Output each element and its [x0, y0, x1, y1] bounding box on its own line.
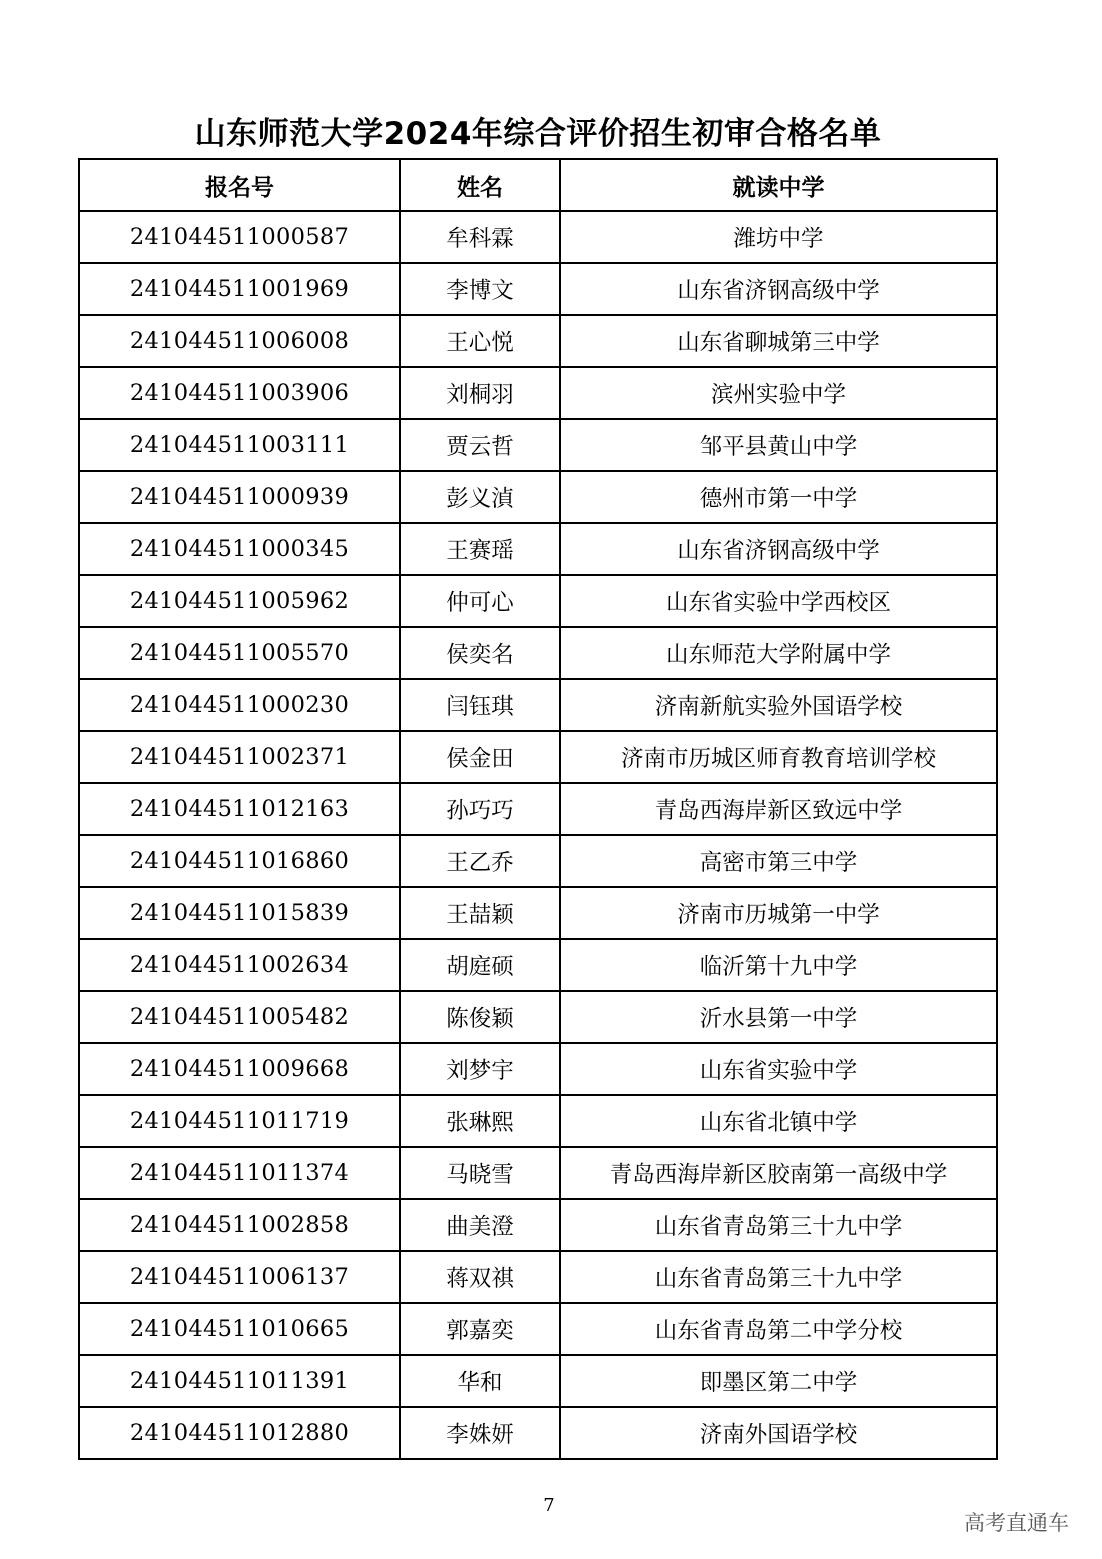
cell-registration-number: 241044511009668 [79, 1043, 400, 1095]
cell-registration-number: 241044511012163 [79, 783, 400, 835]
cell-school-name: 山东省青岛第三十九中学 [560, 1251, 997, 1303]
watermark-text: 高考直通车 [964, 1511, 1069, 1535]
cell-school-name: 高密市第三中学 [560, 835, 997, 887]
cell-school-name: 潍坊中学 [560, 211, 997, 263]
cell-school-name: 济南市历城区师育教育培训学校 [560, 731, 997, 783]
cell-school-name: 邹平县黄山中学 [560, 419, 997, 471]
table-row [79, 679, 997, 731]
cell-student-name: 仲可心 [400, 575, 560, 627]
cell-student-name: 曲美澄 [400, 1199, 560, 1251]
cell-registration-number: 241044511006137 [79, 1251, 400, 1303]
cell-registration-number: 241044511000587 [79, 211, 400, 263]
cell-registration-number: 241044511011391 [79, 1355, 400, 1407]
table-row [79, 1199, 997, 1251]
cell-registration-number: 241044511005962 [79, 575, 400, 627]
table-row [79, 939, 997, 991]
cell-registration-number: 241044511000345 [79, 523, 400, 575]
cell-student-name: 胡庭硕 [400, 939, 560, 991]
table-row [79, 523, 997, 575]
cell-school-name: 山东省青岛第二中学分校 [560, 1303, 997, 1355]
cell-student-name: 李博文 [400, 263, 560, 315]
table-body [79, 211, 997, 1459]
cell-student-name: 王心悦 [400, 315, 560, 367]
cell-school-name: 山东师范大学附属中学 [560, 627, 997, 679]
table-header-row [79, 159, 997, 211]
table-row [79, 1251, 997, 1303]
cell-school-name: 济南新航实验外国语学校 [560, 679, 997, 731]
cell-registration-number: 241044511000230 [79, 679, 400, 731]
cell-registration-number: 241044511005570 [79, 627, 400, 679]
cell-student-name: 彭义湞 [400, 471, 560, 523]
cell-school-name: 即墨区第二中学 [560, 1355, 997, 1407]
cell-student-name: 李姝妍 [400, 1407, 560, 1459]
cell-school-name: 山东省实验中学西校区 [560, 575, 997, 627]
table-row [79, 263, 997, 315]
cell-registration-number: 241044511012880 [79, 1407, 400, 1459]
table-row [79, 1043, 997, 1095]
table-row [79, 783, 997, 835]
table-row [79, 419, 997, 471]
cell-school-name: 济南外国语学校 [560, 1407, 997, 1459]
cell-registration-number: 241044511016860 [79, 835, 400, 887]
cell-registration-number: 241044511003111 [79, 419, 400, 471]
cell-student-name: 张琳熙 [400, 1095, 560, 1147]
table-row [79, 1095, 997, 1147]
cell-school-name: 德州市第一中学 [560, 471, 997, 523]
cell-student-name: 王乙乔 [400, 835, 560, 887]
cell-registration-number: 241044511010665 [79, 1303, 400, 1355]
cell-student-name: 孙巧巧 [400, 783, 560, 835]
cell-registration-number: 241044511002858 [79, 1199, 400, 1251]
cell-student-name: 贾云哲 [400, 419, 560, 471]
cell-school-name: 山东省济钢高级中学 [560, 523, 997, 575]
cell-student-name: 侯奕名 [400, 627, 560, 679]
cell-registration-number: 241044511002634 [79, 939, 400, 991]
cell-school-name: 济南市历城第一中学 [560, 887, 997, 939]
cell-registration-number: 241044511006008 [79, 315, 400, 367]
table-row [79, 471, 997, 523]
table-row [79, 991, 997, 1043]
cell-school-name: 临沂第十九中学 [560, 939, 997, 991]
column-header-id: 报名号 [79, 159, 400, 211]
cell-student-name: 陈俊颖 [400, 991, 560, 1043]
column-header-school: 就读中学 [560, 159, 997, 211]
cell-registration-number: 241044511002371 [79, 731, 400, 783]
table-row [79, 627, 997, 679]
cell-student-name: 刘桐羽 [400, 367, 560, 419]
cell-registration-number: 241044511011719 [79, 1095, 400, 1147]
cell-school-name: 滨州实验中学 [560, 367, 997, 419]
table-row [79, 367, 997, 419]
cell-student-name: 王赛瑶 [400, 523, 560, 575]
cell-school-name: 山东省聊城第三中学 [560, 315, 997, 367]
cell-school-name: 山东省青岛第三十九中学 [560, 1199, 997, 1251]
cell-student-name: 马晓雪 [400, 1147, 560, 1199]
admission-list-table [78, 158, 998, 1460]
column-header-name: 姓名 [400, 159, 560, 211]
table-row [79, 835, 997, 887]
cell-student-name: 刘梦宇 [400, 1043, 560, 1095]
cell-registration-number: 241044511000939 [79, 471, 400, 523]
cell-student-name: 牟科霖 [400, 211, 560, 263]
cell-registration-number: 241044511001969 [79, 263, 400, 315]
page-title: 山东师范大学2024年综合评价招生初审合格名单 [194, 116, 882, 152]
cell-school-name: 青岛西海岸新区胶南第一高级中学 [560, 1147, 997, 1199]
cell-student-name: 侯金田 [400, 731, 560, 783]
table-row [79, 1303, 997, 1355]
cell-school-name: 山东省实验中学 [560, 1043, 997, 1095]
page-number: 7 [543, 1495, 555, 1516]
cell-school-name: 山东省北镇中学 [560, 1095, 997, 1147]
cell-registration-number: 241044511011374 [79, 1147, 400, 1199]
cell-student-name: 闫钰琪 [400, 679, 560, 731]
table-row [79, 315, 997, 367]
cell-student-name: 华和 [400, 1355, 560, 1407]
table-row [79, 1407, 997, 1459]
table-row [79, 887, 997, 939]
cell-school-name: 青岛西海岸新区致远中学 [560, 783, 997, 835]
cell-registration-number: 241044511005482 [79, 991, 400, 1043]
cell-registration-number: 241044511003906 [79, 367, 400, 419]
cell-registration-number: 241044511015839 [79, 887, 400, 939]
cell-school-name: 沂水县第一中学 [560, 991, 997, 1043]
cell-student-name: 郭嘉奕 [400, 1303, 560, 1355]
table-row [79, 1147, 997, 1199]
table-row [79, 731, 997, 783]
cell-student-name: 王喆颖 [400, 887, 560, 939]
table-row [79, 211, 997, 263]
cell-student-name: 蒋双祺 [400, 1251, 560, 1303]
table-row [79, 1355, 997, 1407]
cell-school-name: 山东省济钢高级中学 [560, 263, 997, 315]
table-row [79, 575, 997, 627]
